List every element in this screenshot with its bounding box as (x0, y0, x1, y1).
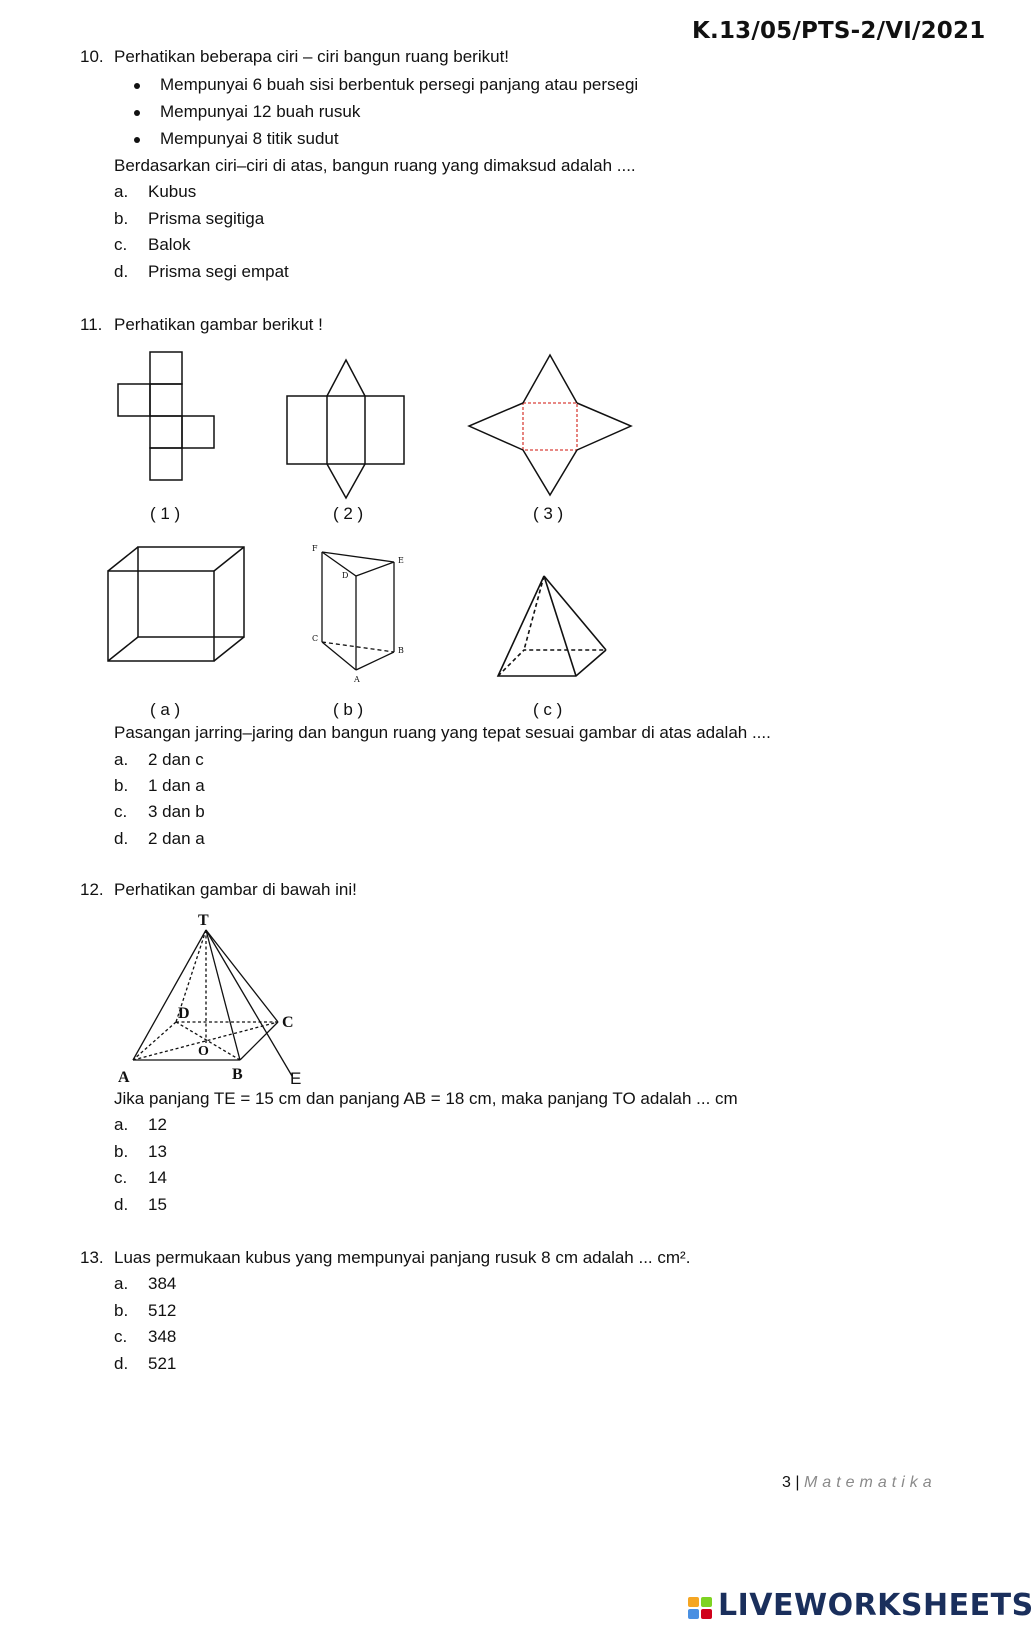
option-letter: c. (114, 1168, 128, 1187)
prism-net-figure (287, 360, 409, 500)
option-letter: b. (114, 209, 129, 228)
option-letter: a. (114, 1115, 129, 1134)
vertex-label-c: C (282, 1014, 294, 1031)
question-text: Luas permukaan kubus yang mempunyai panjang rusuk 8 cm adalah ... cm². (114, 1248, 691, 1267)
vertex-label-t: T (198, 912, 209, 929)
solid-label-a: ( a ) (150, 700, 181, 719)
bullet-item: Mempunyai 8 titik sudut (160, 129, 339, 148)
option-d[interactable] (114, 1354, 176, 1374)
solid-label-c: ( c ) (533, 700, 563, 719)
bullet-item: Mempunyai 12 buah rusuk (160, 102, 361, 121)
option-c[interactable] (114, 1327, 176, 1347)
vertex-label-d: D (342, 571, 349, 580)
option-letter: b. (114, 776, 129, 795)
question-text: Perhatikan gambar berikut ! (114, 315, 323, 334)
option-text: 12 (148, 1115, 167, 1134)
option-a[interactable] (114, 750, 204, 770)
brand-name[interactable]: LIVEWORKSHEETS (718, 1588, 1034, 1623)
option-letter: d. (114, 1195, 129, 1214)
option-text: 1 dan a (148, 776, 205, 795)
option-text: 2 dan c (148, 750, 204, 769)
vertex-label-e: E (398, 556, 404, 565)
option-b[interactable] (114, 1142, 167, 1162)
triangular-prism-figure (312, 546, 412, 686)
option-text: 2 dan a (148, 829, 205, 848)
bullet-dot (134, 137, 140, 143)
vertex-label-b: B (398, 646, 404, 655)
option-d[interactable] (114, 829, 205, 849)
option-text: 348 (148, 1327, 177, 1346)
net-label-3: ( 3 ) (533, 504, 564, 523)
option-text: 15 (148, 1195, 167, 1214)
question-number: 11. (80, 315, 103, 334)
cube-figure (108, 547, 244, 663)
option-text: 3 dan b (148, 802, 205, 821)
option-c[interactable] (114, 802, 205, 822)
vertex-label-c: C (312, 634, 319, 643)
bullet-item: Mempunyai 6 buah sisi berbentuk persegi panjang atau persegi (160, 75, 639, 94)
option-letter: a. (114, 182, 129, 201)
option-b[interactable] (114, 776, 205, 796)
option-text: 521 (148, 1354, 177, 1373)
option-text: Prisma segi empat (148, 262, 289, 281)
option-letter: a. (114, 1274, 129, 1293)
option-text: Prisma segitiga (148, 209, 265, 228)
vertex-label-o: O (198, 1044, 209, 1059)
pyramid-net-figure (469, 355, 633, 495)
page-number: 3 (782, 1474, 791, 1491)
net-label-2: ( 2 ) (333, 504, 364, 523)
option-letter: d. (114, 262, 129, 281)
option-text: 14 (148, 1168, 167, 1187)
option-b[interactable] (114, 209, 264, 229)
option-d[interactable] (114, 262, 289, 282)
option-a[interactable] (114, 1274, 176, 1294)
question-prompt: Pasangan jarring–jaring dan bangun ruang yang tepat sesuai gambar di atas adalah .... (114, 723, 771, 742)
question-text: Perhatikan gambar di bawah ini! (114, 880, 357, 899)
page-footer (782, 1474, 937, 1492)
solid-label-b: ( b ) (333, 700, 364, 719)
option-letter: c. (114, 1327, 128, 1346)
vertex-label-a: A (118, 1069, 130, 1086)
vertex-label-b: B (232, 1066, 243, 1083)
question-number: 12. (80, 880, 104, 899)
option-text: 512 (148, 1301, 177, 1320)
option-text: 384 (148, 1274, 177, 1293)
cube-net-figure (118, 352, 218, 482)
bullet-dot (134, 110, 140, 116)
option-letter: d. (114, 829, 129, 848)
option-b[interactable] (114, 1301, 176, 1321)
bullet-dot (134, 83, 140, 89)
option-letter: b. (114, 1142, 129, 1161)
question-text: Perhatikan beberapa ciri – ciri bangun ruang berikut! (114, 47, 510, 66)
vertex-label-a: A (354, 675, 360, 684)
option-c[interactable] (114, 1168, 167, 1188)
option-text: 13 (148, 1142, 167, 1161)
option-letter: c. (114, 235, 128, 254)
subject-name: Matematika (803, 1474, 937, 1491)
question-prompt: Berdasarkan ciri–ciri di atas, bangun ruang yang dimaksud adalah .... (114, 156, 636, 175)
option-text: Balok (148, 235, 191, 254)
option-letter: c. (114, 802, 128, 821)
option-a[interactable] (114, 182, 196, 202)
option-letter: b. (114, 1301, 129, 1320)
option-a[interactable] (114, 1115, 167, 1135)
option-text: Kubus (148, 182, 197, 201)
footer-separator: | (795, 1474, 800, 1491)
square-pyramid-figure (498, 576, 608, 678)
net-label-1: ( 1 ) (150, 504, 181, 523)
vertex-label-f: F (312, 544, 318, 553)
document-code: K.13/05/PTS-2/VI/2021 (692, 18, 986, 44)
option-letter: a. (114, 750, 129, 769)
option-d[interactable] (114, 1195, 167, 1215)
question-prompt: Jika panjang TE = 15 cm dan panjang AB = 18 cm, maka panjang TO adalah ... cm (114, 1089, 738, 1108)
vertex-label-d: D (178, 1005, 190, 1022)
option-letter: d. (114, 1354, 129, 1373)
question-number: 10. (80, 47, 104, 66)
liveworksheets-logo-icon (688, 1597, 714, 1621)
vertex-label-e: E (290, 1069, 302, 1088)
option-c[interactable] (114, 235, 191, 255)
pyramid-te-figure (118, 912, 328, 1092)
question-number: 13. (80, 1248, 104, 1267)
